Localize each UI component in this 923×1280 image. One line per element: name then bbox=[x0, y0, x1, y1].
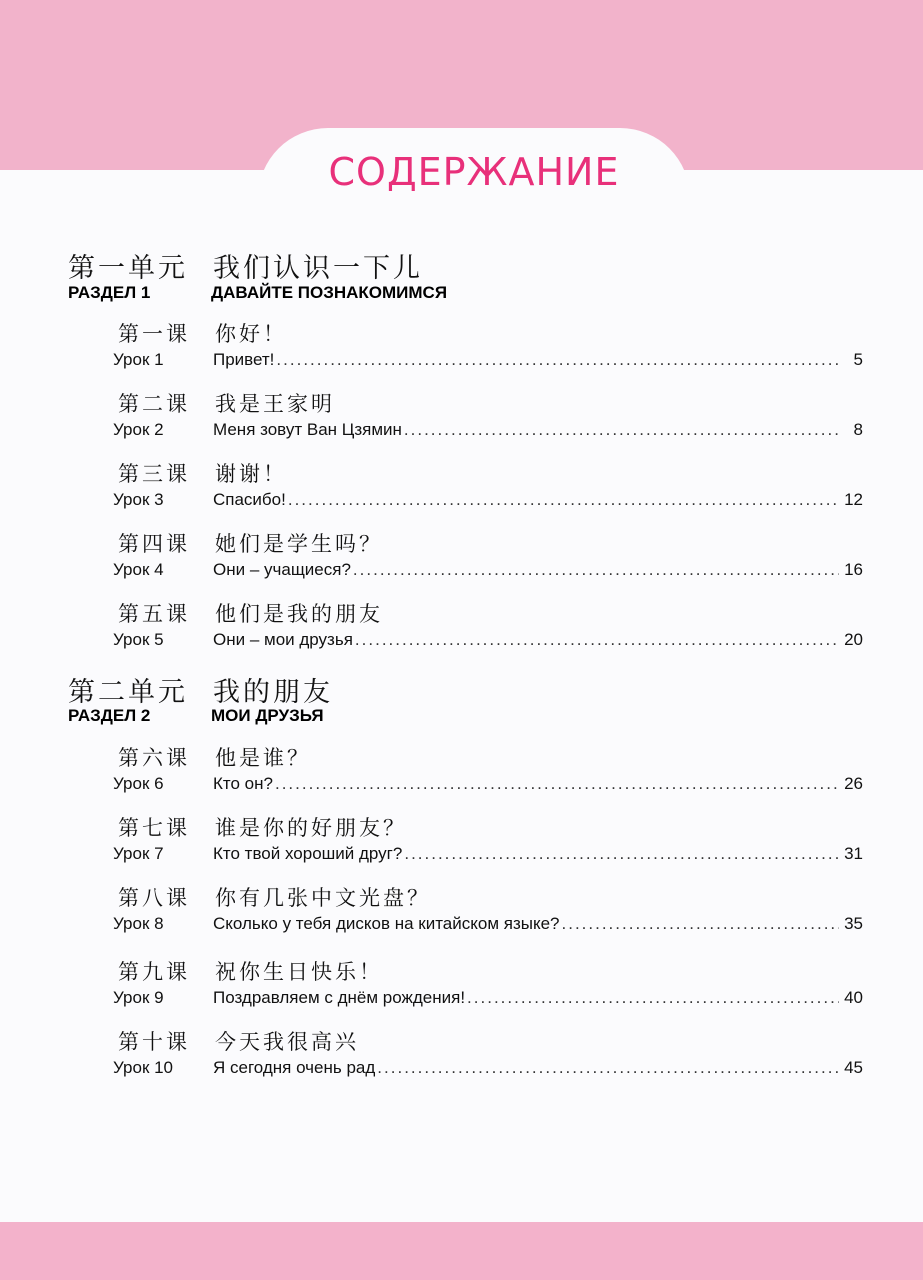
toc-entry[interactable]: Урок 6 Кто он? ..... 26 bbox=[113, 774, 863, 796]
unit-heading-ru: РАЗДЕЛ 2 МОИ ДРУЗЬЯ bbox=[68, 706, 324, 725]
dot-leader bbox=[275, 774, 839, 794]
page-number: 8 bbox=[853, 420, 863, 439]
lesson-title-zh: 第四课 她们是学生吗？ bbox=[118, 532, 383, 556]
unit-heading-ru: РАЗДЕЛ 1 ДАВАЙТЕ ПОЗНАКОМИМСЯ bbox=[68, 283, 448, 302]
page-number: 31 bbox=[844, 844, 863, 863]
page-number: 16 bbox=[844, 560, 863, 579]
toc-entry[interactable]: Урок 1 Привет! ..... 5 bbox=[113, 350, 863, 372]
toc-entry[interactable]: Урок 2 Меня зовут Ван Цзямин ..... 8 bbox=[113, 420, 863, 442]
dot-leader bbox=[467, 988, 839, 1008]
unit-heading-zh: 第一单元 我们认识一下儿 bbox=[68, 253, 423, 284]
lesson-title-zh: 第三课 谢谢！ bbox=[118, 462, 287, 486]
toc-entry[interactable]: Урок 5 Они – мои друзья ..... 20 bbox=[113, 630, 863, 652]
page-number: 20 bbox=[844, 630, 863, 649]
page-number: 12 bbox=[844, 490, 863, 509]
lesson-title-zh: 第五课 他们是我的朋友 bbox=[118, 602, 383, 626]
dot-leader bbox=[562, 914, 840, 934]
lesson-title-zh: 第七课 谁是你的好朋友？ bbox=[118, 816, 407, 840]
dot-leader bbox=[353, 560, 839, 580]
toc-entry[interactable]: Урок 7 Кто твой хороший друг? ..... 31 bbox=[113, 844, 863, 866]
page-number: 35 bbox=[844, 914, 863, 933]
page-title: СОДЕРЖАНИЕ bbox=[328, 150, 620, 194]
dot-leader bbox=[377, 1058, 839, 1078]
toc-entry[interactable]: Урок 4 Они – учащиеся? ..... 16 bbox=[113, 560, 863, 582]
bottom-band bbox=[0, 1222, 923, 1280]
page-number: 5 bbox=[853, 350, 863, 369]
lesson-title-zh: 第二课 我是王家明 bbox=[118, 392, 335, 416]
dot-leader bbox=[288, 490, 839, 510]
lesson-title-zh: 第八课 你有几张中文光盘？ bbox=[118, 886, 431, 910]
page-number: 45 bbox=[844, 1058, 863, 1077]
unit-heading-zh: 第二单元 我的朋友 bbox=[68, 677, 333, 708]
lesson-title-zh: 第九课 祝你生日快乐！ bbox=[118, 960, 383, 984]
toc-entry[interactable]: Урок 9 Поздравляем с днём рождения! ..... 40 bbox=[113, 988, 863, 1010]
dot-leader bbox=[404, 420, 839, 440]
page-number: 40 bbox=[844, 988, 863, 1007]
page-number: 26 bbox=[844, 774, 863, 793]
toc-entry[interactable]: Урок 8 Сколько у тебя дисков на китайском языке? ..... 35 bbox=[113, 914, 863, 936]
dot-leader bbox=[355, 630, 839, 650]
lesson-title-zh: 第十课 今天我很高兴 bbox=[118, 1030, 359, 1054]
dot-leader bbox=[276, 350, 839, 370]
toc-entry[interactable]: Урок 10 Я сегодня очень рад ..... 45 bbox=[113, 1058, 863, 1080]
lesson-title-zh: 第一课 你好！ bbox=[118, 322, 287, 346]
lesson-title-zh: 第六课 他是谁？ bbox=[118, 746, 311, 770]
toc-entry[interactable]: Урок 3 Спасибо! ..... 12 bbox=[113, 490, 863, 512]
dot-leader bbox=[404, 844, 839, 864]
